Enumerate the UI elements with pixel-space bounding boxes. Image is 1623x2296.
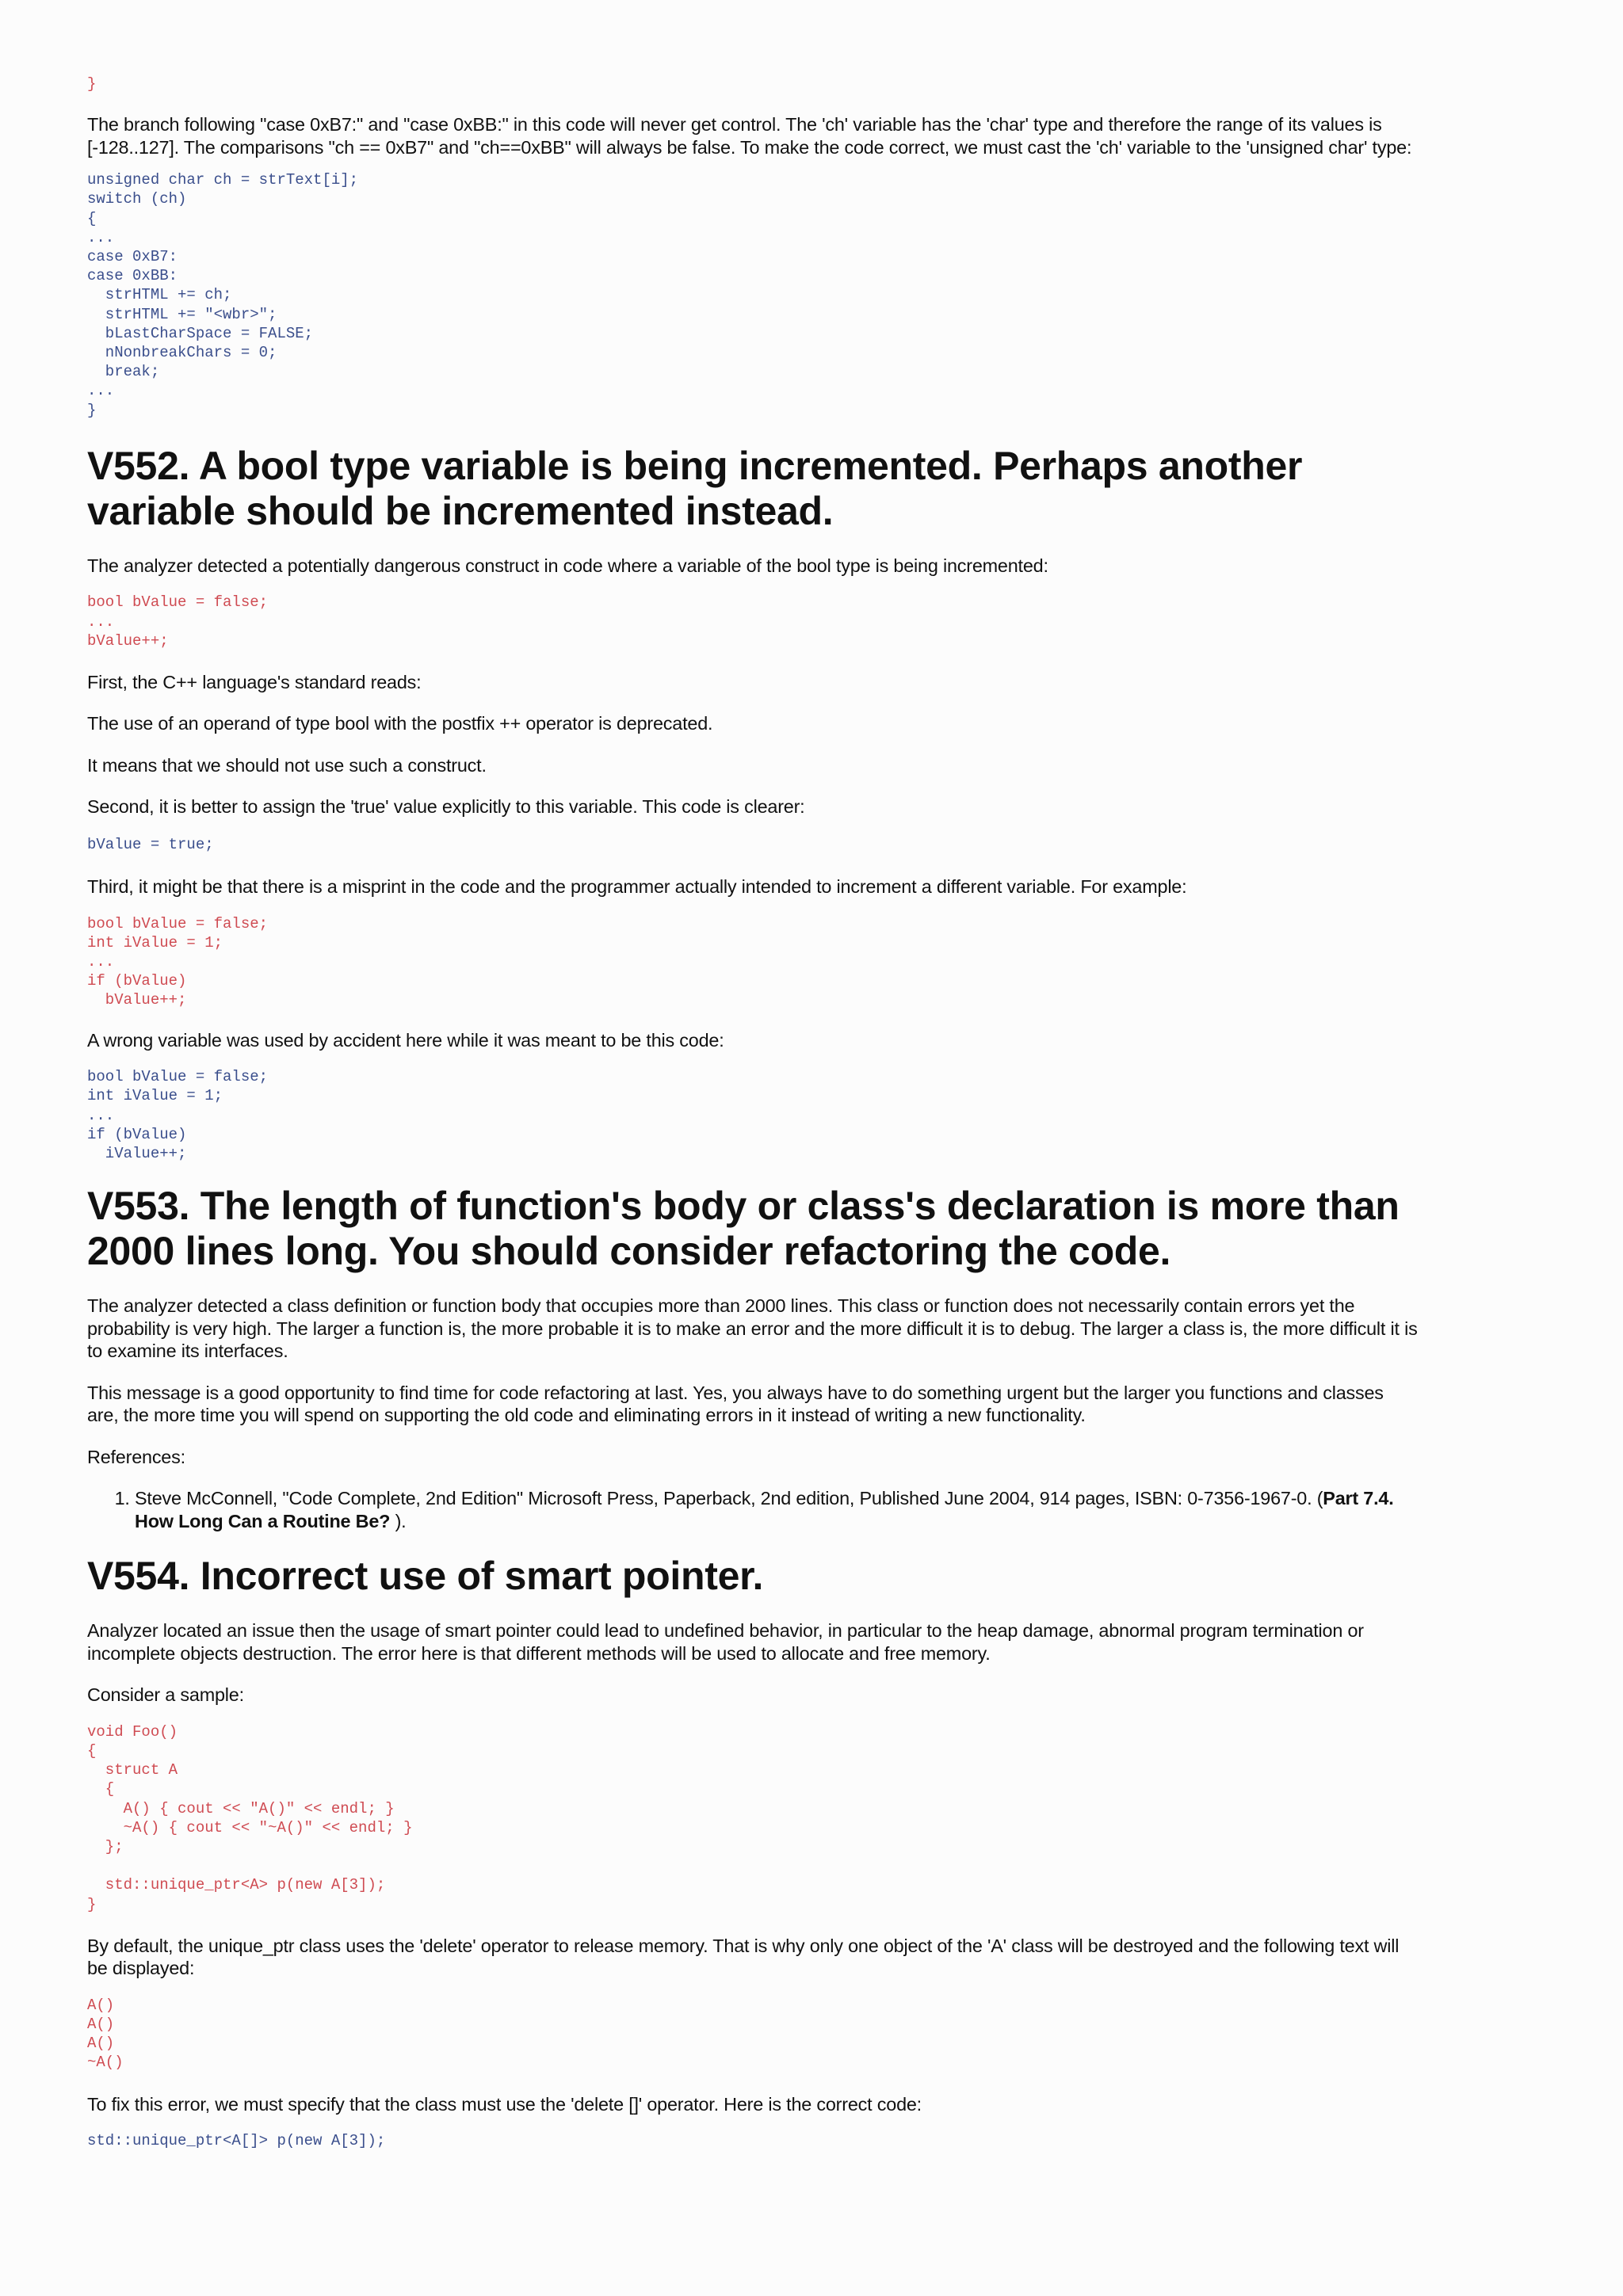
page-content xyxy=(87,74,1419,2150)
heading-v554: V554. Incorrect use of smart pointer. xyxy=(87,1554,764,1599)
paragraph-v554-1: Analyzer located an issue then the usage of smart pointer could lead to undefined behavior, in particular to the heap damage, abnormal program termination or incomplete objects destruction. The error here is that different methods will be used to allocate and free memory. xyxy=(87,1620,1364,1664)
code-v554-output: A() A() A() ~A() xyxy=(87,1996,124,2072)
paragraph-v552-3: The use of an operand of type bool with the postfix ++ operator is deprecated. xyxy=(87,713,713,734)
references-list xyxy=(87,1487,1419,1532)
code-v552-bool-increment: bool bValue = false; ... bValue++; xyxy=(87,593,269,650)
code-unsigned-char-fix: unsigned char ch = strText[i]; switch (ch) { ... case 0xB7: case 0xBB: strHTML += ch; strHTML += "<wbr>"; bLastCharSpace = FALSE; nNonbreakChars = 0; break; ... } xyxy=(87,171,359,419)
paragraph-v552-2: First, the C++ language's standard reads: xyxy=(87,671,422,692)
heading-v552: V552. A bool type variable is being incremented. Perhaps another variable should be incremented instead. xyxy=(87,443,1303,533)
code-closing-brace: } xyxy=(87,75,97,93)
code-v552-correct: bool bValue = false; int iValue = 1; ... if (bValue) iValue++; xyxy=(87,1068,269,1162)
code-v554-sample: void Foo() { struct A { A() { cout << "A()" << endl; } ~A() { cout << "~A()" << endl; } }; std::unique_ptr<A> p(new A[3]); } xyxy=(87,1722,413,1913)
reference-item xyxy=(135,1487,1419,1532)
paragraph-v552-1: The analyzer detected a potentially dangerous construct in code where a variable of the bool type is being incremented: xyxy=(87,555,1048,576)
paragraph-v554-4: To fix this error, we must specify that the class must use the 'delete []' operator. Here is the correct code: xyxy=(87,2093,922,2115)
paragraph-v553-2: This message is a good opportunity to find time for code refactoring at last. Yes, you always have to do something urgent but the larger you functions and classes are, the more time you will spend on supporting the old code and eliminating errors in it instead of writing a new functionality. xyxy=(87,1382,1384,1426)
paragraph-v554-3: By default, the unique_ptr class uses the 'delete' operator to release memory. That is why only one object of the 'A' class will be destroyed and the following text will be displayed: xyxy=(87,1935,1400,1979)
paragraph-v553-1: The analyzer detected a class definition or function body that occupies more than 2000 lines. This class or function does not necessarily contain errors yet the probability is very high. The larger a function is, the more probable it is to make an error and the more difficult it is to debug. The larger a class is, the more difficult it is to examine its interfaces. xyxy=(87,1295,1418,1362)
paragraph-v552-7: A wrong variable was used by accident here while it was meant to be this code: xyxy=(87,1029,724,1051)
reference-text: Steve McConnell, "Code Complete, 2nd Edition" Microsoft Press, Paperback, 2nd edition, Published June 2004, 914 pages, ISBN: 0-7356-1967-0. ( xyxy=(135,1488,1323,1509)
paragraph-v552-5: Second, it is better to assign the 'true' value explicitly to this variable. This code is clearer: xyxy=(87,796,805,818)
paragraph-v554-2: Consider a sample: xyxy=(87,1684,244,1706)
reference-end: ). xyxy=(390,1510,407,1531)
reference-bold-title: Part 7.4. How Long Can a Routine Be? xyxy=(135,1488,1394,1531)
code-v552-assign-true: bValue = true; xyxy=(87,835,214,853)
heading-v553: V553. The length of function's body or class's declaration is more than 2000 lines long. You should consider refactoring the code. xyxy=(87,1184,1400,1274)
code-v552-misprint: bool bValue = false; int iValue = 1; ... if (bValue) bValue++; xyxy=(87,914,269,1009)
references-label: References: xyxy=(87,1446,185,1467)
paragraph-v552-6: Third, it might be that there is a misprint in the code and the programmer actually intended to increment a different variable. For example: xyxy=(87,876,1187,898)
paragraph-v552-4: It means that we should not use such a construct. xyxy=(87,754,487,776)
paragraph-v551-explanation: The branch following "case 0xB7:" and "case 0xBB:" in this code will never get control. The 'ch' variable has the 'char' type and therefore the range of its values is [-128..127]. The comparisons "ch == 0xB7" and "ch==0xBB" will always be false. To make the code correct, we must cast the 'ch' variable to the 'unsigned char' type: xyxy=(87,114,1412,158)
code-v554-correct: std::unique_ptr<A[]> p(new A[3]); xyxy=(87,2132,386,2150)
